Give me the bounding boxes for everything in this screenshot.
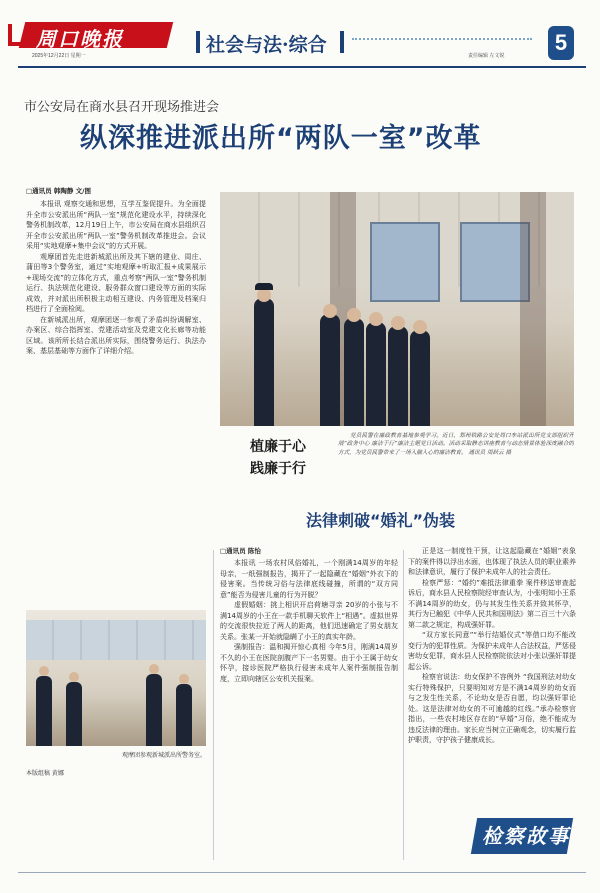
photo-figure [320, 314, 340, 426]
photo-figure-head [391, 316, 405, 330]
photo-figure [388, 326, 408, 426]
photo-figure-head [149, 664, 159, 674]
photo-figure-head [69, 672, 79, 682]
slogan-poster [220, 430, 330, 494]
photo-wall [26, 620, 206, 660]
article-byline: □通讯员 韩陶静 文/图 [26, 187, 92, 195]
photo-figure [344, 318, 364, 426]
photo-figure [66, 682, 82, 746]
photo-figure-head [323, 304, 337, 318]
page-editor-credit: 本版组稿 黄娜 [26, 770, 64, 777]
photo-pillar [520, 192, 546, 426]
slogan-line-1: 植廉于心 [250, 439, 306, 455]
masthead [0, 0, 600, 74]
editor-credit: 责任编辑 左文锐 [468, 53, 505, 59]
paragraph: 检察严惩：“婚约”难抵法律重拳 案件移送审查起诉后，商水县人民检察院经审查认为，小张明知小王系不满14周岁的幼女，仍与其发生性关系并致其怀孕，其行为已触犯《中华人民共和国刑法》第二百三十六条第二款之规定，构成强奸罪。 [408, 578, 576, 629]
paragraph: 本报讯 观察交通和思想，互学互鉴促提升。为全面提升全市公安派出所“两队一室”规范化建设水平，持续深化警务机制改革，12月19日上午，市公安局在商水县组织召开全市公安派出所“两队一室”警务机制改革推进会。会议采用“实地观摩+集中会议”的方式开展。 [26, 200, 206, 250]
paragraph: 在新城派出所，观摩团逐一参观了矛盾纠纷调解室、办案区、综合指挥室、党建活动室及党建文化长廊等功能区域。该所所长结合派出所实际，围绕警务运行、执法办案、基层基础等方面作了详细介绍。 [26, 315, 206, 355]
photo-figure [254, 298, 274, 426]
photo-figure-head [347, 308, 361, 322]
inset-photo [26, 610, 206, 746]
page-number: 5 [548, 26, 574, 60]
article-left-column [26, 186, 206, 619]
paragraph: 虚假婚姻：挑上相识开启荷塘寻亲 20岁的小张与不满14周岁的小王在一款手机聊天软件上“相遇”。虚拟世界的交流很快拉近了两人的距离，他们迅速确定了男女朋友关系。张某一开始就隐瞒了小王的真实年龄。 [220, 601, 398, 641]
header-rule [18, 66, 586, 68]
article-body [26, 199, 206, 619]
photo-figure [146, 674, 162, 746]
article-kicker: 市公安局在商水县召开现场推进会 [24, 100, 220, 115]
exhibit-panel [370, 222, 440, 302]
article-headline: 纵深推进派出所“两队一室”改革 [80, 123, 482, 154]
photo-figure-head [39, 666, 49, 676]
article2-column-1 [220, 558, 398, 863]
paragraph: “双方家长同意”“举行结婚仪式”等借口均不能改变行为的犯罪性质。为保护未成年人合法权益，严惩侵害幼女犯罪，商水县人民检察院依法对小张以强奸罪提起公诉。 [408, 631, 576, 671]
article2-byline: □通讯员 陈怡 [220, 547, 261, 555]
article2-headline: 法律刺破“婚礼”伪装 [306, 511, 456, 530]
column-divider [403, 550, 404, 860]
paragraph: 本报讯 一场农村风俗婚礼，一个刚满14周岁的年轻母亲，一纸强制报告，揭开了一起隐藏在“婚姻”外衣下的侵害案。当传统习俗与法律底线碰撞，所谓的“双方同意”能否为侵害儿童的行为开脱？ [220, 559, 398, 599]
column-stamp: 检察故事 [482, 824, 570, 848]
photo-figure-head [179, 674, 189, 684]
photo-figure-cap [255, 283, 273, 290]
photo-figure [410, 330, 430, 426]
paragraph: 观摩团首先走进新城派出所及其下辖的建业、周庄、蒲田等3个警务室，通过“实地观摩+听取汇报+成果展示+现场交流”的立体化方式，重点考察“两队一室”警务机制运行、执法规范化建设、服务群众窗口建设等方面的实际成效，并对派出所积极主动相互建设、内务管理及档案归档进行了全面检阅。 [26, 252, 206, 313]
footer-rule [18, 872, 586, 873]
photo-figure [366, 322, 386, 426]
photo-figure-head [257, 288, 271, 302]
article2-column-2 [408, 546, 576, 811]
main-photo [220, 192, 574, 426]
photo-figure [36, 676, 52, 746]
photo-figure-head [369, 312, 383, 326]
issue-date: 2025年12月22日 星期一 [32, 53, 86, 59]
paragraph: 检察官说法：幼女保护不容例外 “我国刑法对幼女实行特殊保护，只要明知对方是不满14周岁的幼女而与之发生性关系，不论幼女是否自愿，均以强奸罪论处。这是法律对幼女的不可逾越的红线。”承办检察官指出，一些农村地区存在的“早婚”习俗，绝不能成为违反法律的理由。家长应当树立正确观念，切实履行监护职责，守护孩子健康成长。 [408, 673, 576, 744]
decorative-dots [352, 38, 532, 46]
paragraph: 正是这一制度性干预，让这起隐藏在“婚姻”表象下的案件得以浮出水面，也体现了执法人员的职业素养和法律意识，履行了保护未成年人的社会责任。 [408, 547, 576, 576]
main-photo-caption: 党员民警在廉政教育基地参观学习。近日，郑州铁路公安处周口车站派出所党支部组织开展“政务中心 廉洁于行”廉洁主题党日活动。活动采取静态讲座教育与动态情景体验深度融合的方式，为党员民警带来了一场入脑入心的廉洁教育。 通讯员 周跃云 摄 [338, 433, 574, 456]
section-bracket-right [340, 31, 344, 53]
article2-body [220, 558, 398, 863]
article2-body [408, 546, 576, 811]
photo-figure-head [413, 320, 427, 334]
paragraph: 强制报告：温和揭开惊心真相 今年5月，刚满14周岁不久的小王在医院剖腹产下一名男婴。由于小王属于幼女怀孕，接诊医院严格执行侵害未成年人案件强制报告制度，立即向辖区公安机关报案。 [220, 643, 398, 683]
photo-figure [176, 684, 192, 746]
inset-photo-caption: 观摩团参观新城派出所警务室。 [121, 752, 206, 759]
column-divider [213, 550, 214, 860]
newspaper-logo: 周口晚报 [36, 27, 124, 51]
section-bracket-left [196, 31, 200, 53]
slogan-line-2: 践廉于行 [250, 461, 306, 477]
section-title: 社会与法·综合 [206, 34, 327, 56]
